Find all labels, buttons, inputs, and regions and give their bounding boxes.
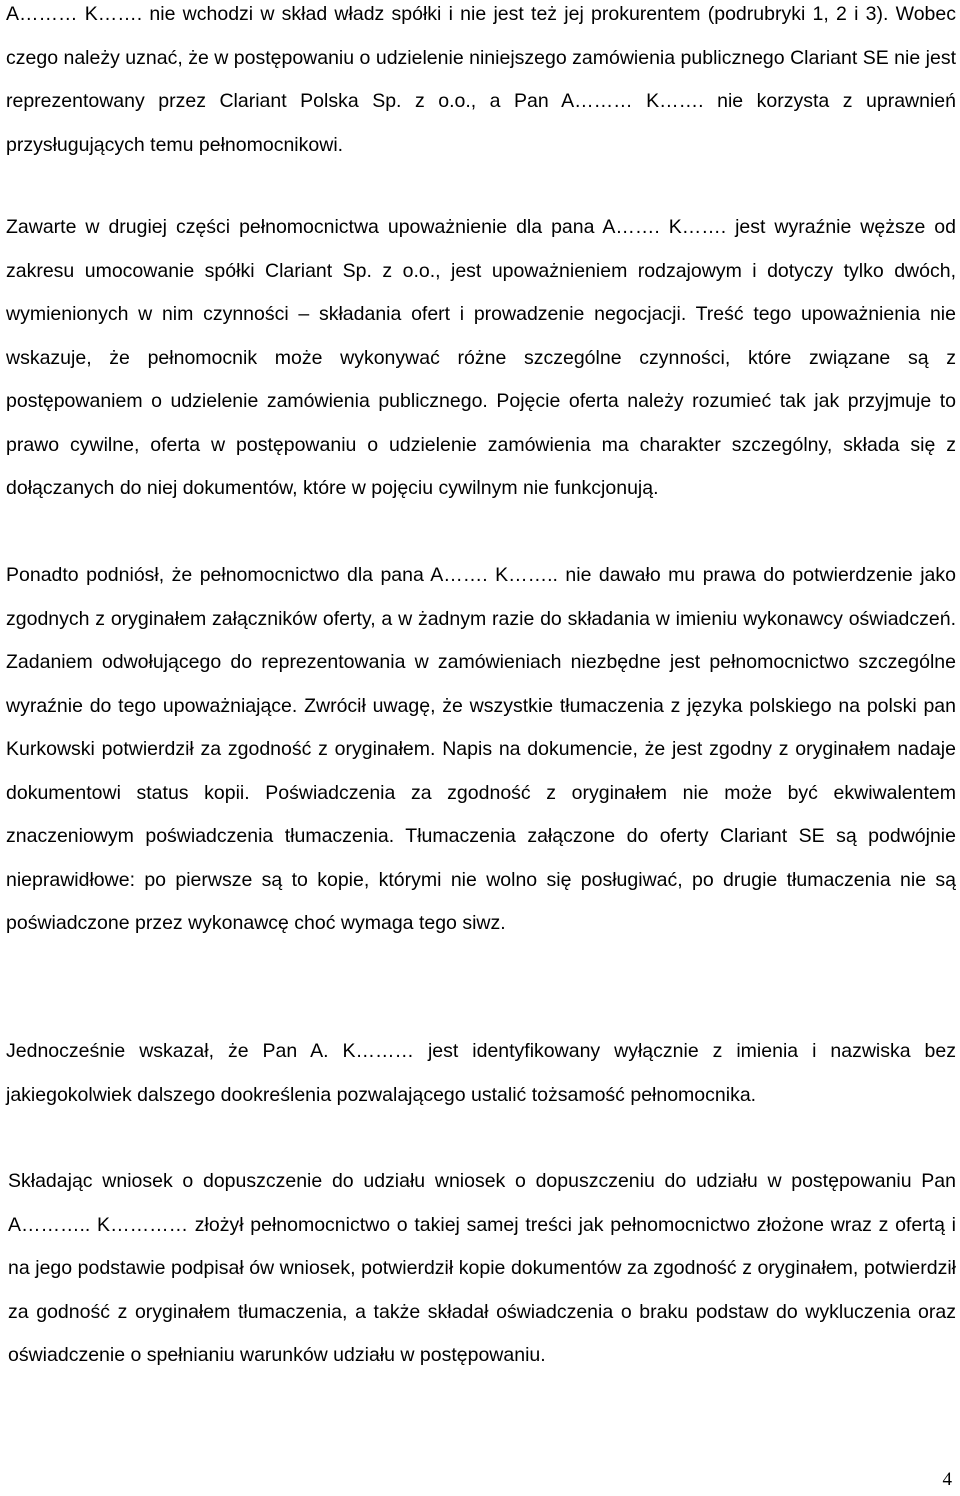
paragraph-4 xyxy=(6,1030,956,1117)
paragraph-text: Składając wniosek o dopuszczenie do udziału wniosek o dopuszczeniu do udziału w postępowaniu Pan A……….. K………… złożył pełnomocnictwo o takiej samej treści jak pełnomocnictwo złożone wraz z ofertą i na jego podstawie podpisał ów wniosek, potwierdził kopie dokumentów za zgodność z oryginałem, potwierdził za godność z oryginałem tłumaczenia, a także składał oświadczenia o braku podstaw do wykluczenia oraz oświadczenie o spełnianiu warunków udziału w postępowaniu. xyxy=(8,1170,956,1366)
paragraph-text: Ponadto podniósł, że pełnomocnictwo dla pana A……. K…….. nie dawało mu prawa do potwierdzenie jako zgodnych z oryginałem załączników oferty, a w żadnym razie do składania w imieniu wykonawcy oświadczeń. Zadaniem odwołującego do reprezentowania w zamówieniach niezbędne jest pełnomocnictwo szczególne wyraźnie do tego upoważniające. Zwrócił uwagę, że wszystkie tłumaczenia z języka polskiego na polski pan Kurkowski potwierdził za zgodność z oryginałem. Napis na dokumencie, że jest zgodny z oryginałem nadaje dokumentowi status kopii. Poświadczenia za zgodność z oryginałem nie może być ekwiwalentem znaczeniowym poświadczenia tłumaczenia. Tłumaczenia załączone do oferty Clariant SE są podwójnie nieprawidłowe: po pierwsze są to kopie, którymi nie wolno się posługiwać, po drugie tłumaczenia nie są poświadczone przez wykonawcę choć wymaga tego siwz. xyxy=(6,564,956,934)
paragraph-text: Zawarte w drugiej części pełnomocnictwa upoważnienie dla pana A……. K……. jest wyraźnie węższe od zakresu umocowanie spółki Clariant Sp. z o.o., jest upoważnieniem rodzajowym i dotyczy tylko dwóch, wymienionych w nim czynności – składania ofert i prowadzenie negocjacji. Treść tego upoważnienia nie wskazuje, że pełnomocnik może wykonywać różne szczególne czynności, które związane są z postępowaniem o udzielenie zamówienia publicznego. Pojęcie oferta należy rozumieć tak jak przyjmuje to prawo cywilne, oferta w postępowaniu o udzielenie zamówienia ma charakter szczególny, składa się z dołączanych do niej dokumentów, które w pojęciu cywilnym nie funkcjonują. xyxy=(6,216,956,499)
paragraph-1 xyxy=(6,0,956,167)
paragraph-5 xyxy=(8,1160,956,1378)
paragraph-text: A……… K……. nie wchodzi w skład władz spółki i nie jest też jej prokurentem (podrubryki 1, 2 i 3). Wobec czego należy uznać, że w postępowaniu o udzielenie niniejszego zamówienia publicznego Clariant SE nie jest reprezentowany przez Clariant Polska Sp. z o.o., a Pan A……… K……. nie korzysta z uprawnień przysługujących temu pełnomocnikowi. xyxy=(6,3,956,156)
page-number: 4 xyxy=(942,1469,952,1490)
paragraph-2 xyxy=(6,206,956,511)
paragraph-text: Jednocześnie wskazał, że Pan A. K……… jest identyfikowany wyłącznie z imienia i nazwiska bez jakiegokolwiek dalszego dookreślenia pozwalającego ustalić tożsamość pełnomocnika. xyxy=(6,1040,956,1106)
paragraph-3 xyxy=(6,554,956,946)
